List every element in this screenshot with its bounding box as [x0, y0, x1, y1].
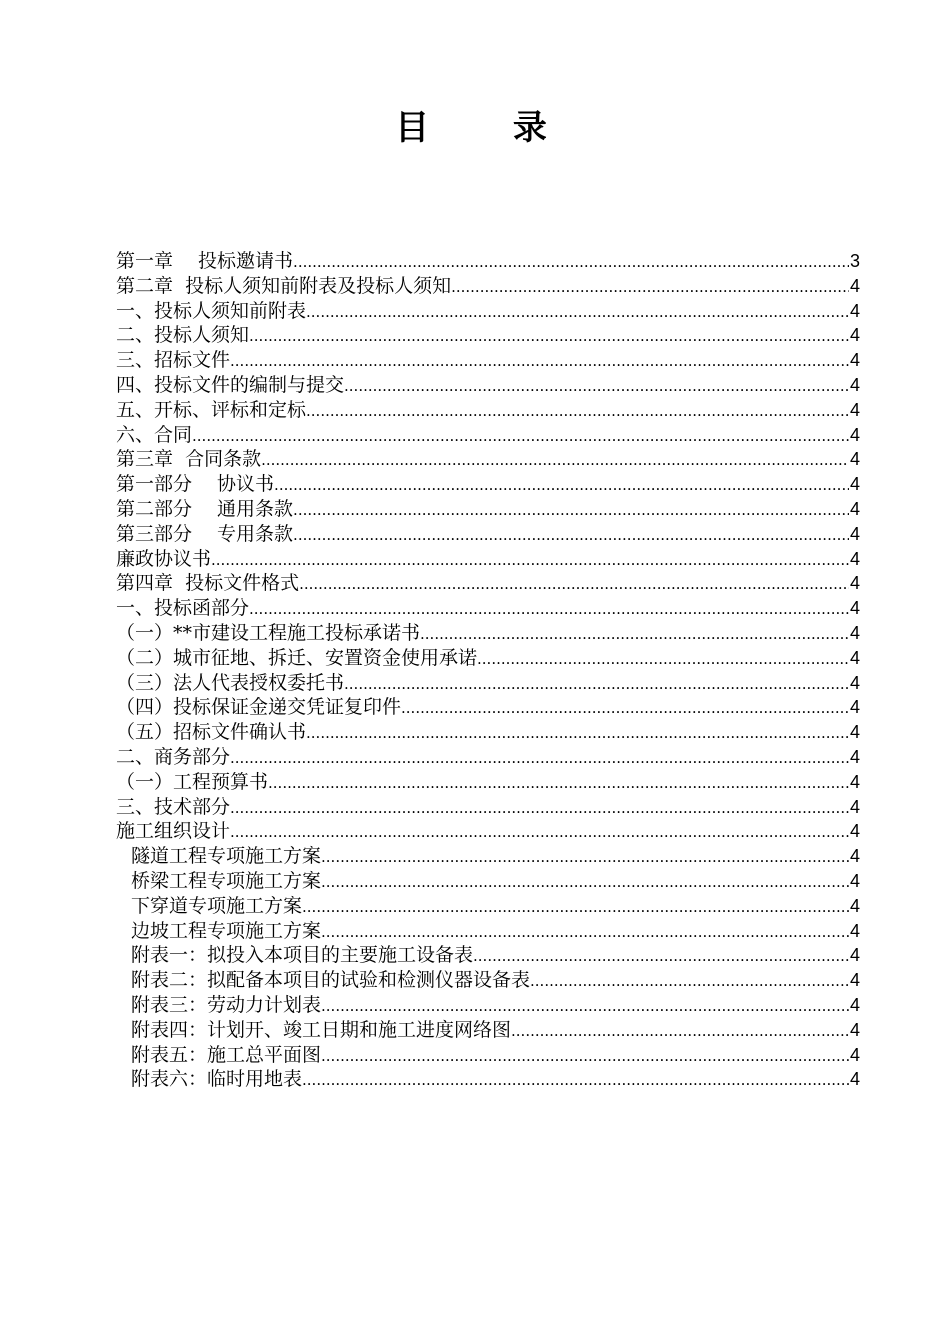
toc-entry-label: 廉政协议书 [116, 547, 212, 570]
toc-dot-leader [321, 1044, 849, 1068]
toc-entry-page-number: 4 [849, 424, 860, 445]
toc-entry-label: 下穿道专项施工方案 [131, 894, 303, 917]
toc-entry-page-number: 4 [849, 970, 860, 991]
toc-entry-page-number: 4 [849, 796, 860, 817]
toc-dot-leader [230, 820, 849, 844]
toc-entry-label: 边坡工程专项施工方案 [131, 919, 322, 942]
toc-dot-leader [473, 944, 849, 968]
toc-entry-page-number: 4 [849, 821, 860, 842]
toc-entry-label: 附表四：计划开、竣工日期和施工进度网络图 [131, 1018, 512, 1041]
toc-entry[interactable] [116, 968, 860, 993]
toc-dot-leader [530, 969, 849, 993]
toc-entry-page-number: 4 [849, 523, 860, 544]
toc-dot-leader [261, 448, 849, 472]
toc-dot-leader [230, 746, 849, 770]
toc-entry-label: 施工组织设计 [116, 820, 231, 843]
toc-dot-leader [511, 1019, 849, 1043]
toc-dot-leader [321, 845, 849, 869]
toc-dot-leader [420, 622, 849, 646]
toc-entry-label: 六、合同 [116, 423, 193, 446]
toc-entry-label: 附表五：施工总平面图 [131, 1043, 322, 1066]
toc-entry[interactable] [116, 646, 860, 671]
toc-entry-page-number: 4 [849, 449, 860, 470]
toc-entry-page-number: 4 [849, 994, 860, 1015]
toc-entry-page-number: 4 [849, 697, 860, 718]
toc-entry[interactable] [116, 621, 860, 646]
toc-dot-leader [302, 895, 849, 919]
toc-dot-leader [401, 696, 849, 720]
toc-entry-page-number: 4 [849, 573, 860, 594]
toc-entry-label: 三、技术部分 [116, 795, 231, 818]
table-of-contents [116, 249, 860, 1092]
toc-entry-page-number: 4 [849, 350, 860, 371]
toc-dot-leader [293, 250, 849, 274]
toc-entry-label: 第二部分 通用条款 [116, 497, 294, 520]
toc-dot-leader [293, 498, 849, 522]
toc-dot-leader [451, 275, 849, 299]
toc-entry-label: 一、投标函部分 [116, 597, 250, 620]
toc-entry-label: 第二章 投标人须知前附表及投标人须知 [116, 274, 452, 297]
toc-dot-leader [249, 324, 849, 348]
toc-entry[interactable] [116, 373, 860, 398]
toc-dot-leader [321, 994, 849, 1018]
toc-dot-leader [321, 920, 849, 944]
toc-entry[interactable] [116, 249, 860, 274]
toc-entry[interactable] [116, 447, 860, 472]
toc-entry[interactable] [116, 1067, 860, 1092]
toc-entry-label: 附表三：劳动力计划表 [131, 993, 322, 1016]
toc-entry-page-number: 4 [849, 647, 860, 668]
toc-entry-label: 四、投标文件的编制与提交 [116, 373, 345, 396]
toc-entry[interactable] [116, 547, 860, 572]
toc-entry-page-number: 4 [849, 498, 860, 519]
toc-entry[interactable] [116, 1018, 860, 1043]
toc-entry-page-number: 4 [849, 548, 860, 569]
toc-entry[interactable] [116, 472, 860, 497]
toc-entry-label: （一）工程预算书 [116, 770, 269, 793]
toc-dot-leader [344, 672, 849, 696]
toc-dot-leader [477, 647, 849, 671]
toc-entry-page-number: 4 [849, 300, 860, 321]
toc-entry[interactable] [116, 819, 860, 844]
toc-entry[interactable] [116, 1043, 860, 1068]
toc-entry-label: （二）城市征地、拆迁、安置资金使用承诺 [116, 646, 478, 669]
toc-entry-page-number: 4 [849, 374, 860, 395]
toc-entry[interactable] [116, 795, 860, 820]
toc-entry[interactable] [116, 274, 860, 299]
toc-entry-label: 隧道工程专项施工方案 [131, 845, 322, 868]
toc-entry-page-number: 4 [849, 1044, 860, 1065]
toc-entry[interactable] [116, 497, 860, 522]
toc-entry-label: （三）法人代表授权委托书 [116, 671, 345, 694]
toc-entry-page-number: 4 [849, 672, 860, 693]
toc-entry-label: （四）投标保证金递交凭证复印件 [116, 696, 402, 719]
toc-dot-leader [230, 349, 849, 373]
toc-entry[interactable] [116, 919, 860, 944]
toc-entry[interactable] [116, 844, 860, 869]
toc-entry-page-number: 4 [849, 622, 860, 643]
page-title: 目 录 [395, 108, 583, 148]
toc-entry[interactable] [116, 943, 860, 968]
toc-entry[interactable] [116, 869, 860, 894]
toc-entry-label: 二、商务部分 [116, 745, 231, 768]
toc-entry-page-number: 4 [849, 945, 860, 966]
toc-dot-leader [344, 374, 849, 398]
toc-entry-page-number: 4 [849, 771, 860, 792]
toc-entry-label: 第四章 投标文件格式 [116, 572, 300, 595]
toc-dot-leader [249, 597, 849, 621]
toc-entry-label: （五）招标文件确认书 [116, 721, 307, 744]
toc-entry-page-number: 4 [849, 920, 860, 941]
toc-entry-label: 第一章 投标邀请书 [116, 250, 294, 272]
toc-dot-leader [299, 572, 849, 596]
toc-entry-label: 附表一：拟投入本项目的主要施工设备表 [131, 944, 474, 967]
toc-dot-leader [230, 796, 849, 820]
toc-entry[interactable] [116, 323, 860, 348]
toc-entry-page-number: 4 [849, 846, 860, 867]
toc-entry[interactable] [116, 770, 860, 795]
toc-entry-page-number: 4 [849, 474, 860, 495]
toc-entry-page-number: 4 [849, 598, 860, 619]
toc-entry[interactable] [116, 398, 860, 423]
toc-dot-leader [268, 771, 849, 795]
toc-entry-page-number: 4 [849, 722, 860, 743]
toc-dot-leader [321, 870, 849, 894]
toc-entry[interactable] [116, 423, 860, 448]
toc-entry-label: （一）**市建设工程施工投标承诺书 [116, 621, 421, 644]
toc-entry[interactable] [116, 894, 860, 919]
toc-dot-leader [192, 424, 849, 448]
toc-entry-label: 第三部分 专用条款 [116, 522, 294, 545]
toc-entry-label: 三、招标文件 [116, 349, 231, 372]
toc-entry-label: 第一部分 协议书 [116, 473, 275, 496]
toc-entry[interactable] [116, 571, 860, 596]
toc-dot-leader [293, 523, 849, 547]
toc-entry[interactable] [116, 522, 860, 547]
toc-entry[interactable] [116, 596, 860, 621]
toc-entry-page-number: 4 [849, 895, 860, 916]
toc-entry-page-number: 4 [849, 399, 860, 420]
toc-entry-page-number: 4 [849, 325, 860, 346]
toc-entry-label: 附表二：拟配备本项目的试验和检测仪器设备表 [131, 969, 531, 992]
toc-entry-page-number: 4 [849, 746, 860, 767]
toc-dot-leader [211, 548, 849, 572]
toc-entry-label: 附表六：临时用地表 [131, 1068, 303, 1091]
toc-dot-leader [306, 399, 849, 423]
toc-entry-page-number: 4 [849, 275, 860, 296]
toc-entry-page-number: 4 [849, 870, 860, 891]
toc-dot-leader [306, 721, 849, 745]
toc-entry[interactable] [116, 745, 860, 770]
toc-entry[interactable] [116, 720, 860, 745]
toc-entry-label: 第三章 合同条款 [116, 448, 262, 471]
toc-entry[interactable] [116, 695, 860, 720]
toc-entry-label: 五、开标、评标和定标 [116, 398, 307, 421]
toc-entry-page-number: 3 [849, 251, 860, 271]
toc-entry-label: 一、投标人须知前附表 [116, 299, 307, 322]
toc-entry[interactable] [116, 671, 860, 696]
toc-dot-leader [302, 1068, 849, 1092]
toc-entry[interactable] [116, 299, 860, 324]
toc-entry[interactable] [116, 348, 860, 373]
toc-entry-label: 桥梁工程专项施工方案 [131, 869, 322, 892]
toc-entry-label: 二、投标人须知 [116, 324, 250, 347]
toc-entry-page-number: 4 [849, 1019, 860, 1040]
toc-entry-page-number: 4 [849, 1069, 860, 1090]
toc-dot-leader [306, 300, 849, 324]
toc-dot-leader [274, 473, 849, 497]
toc-entry[interactable] [116, 993, 860, 1018]
